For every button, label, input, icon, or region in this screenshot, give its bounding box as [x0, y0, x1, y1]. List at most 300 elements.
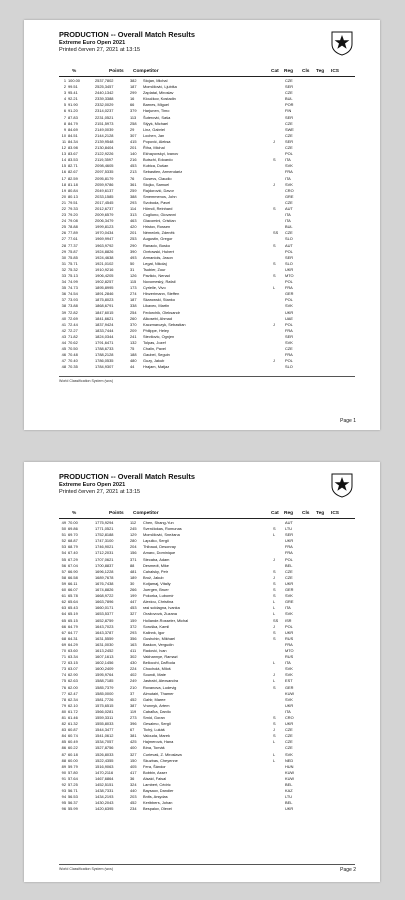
region-cell: POL	[285, 297, 293, 303]
region-cell: FRA	[285, 641, 293, 647]
category-cell: S	[273, 526, 276, 532]
percent-cell: 72.27	[68, 327, 78, 333]
region-cell: CZE	[285, 733, 293, 739]
region-cell: SLO	[285, 260, 293, 266]
competitor-name-cell: Fedorchik, Oleksandr	[143, 309, 180, 315]
competitor-number-cell: 31	[130, 266, 135, 272]
region-cell: ITA	[285, 708, 291, 714]
rank-cell: 20	[61, 193, 66, 199]
rank-cell: 8	[63, 120, 66, 126]
region-cell: UKR	[285, 702, 294, 708]
percent-cell: 79.20	[68, 212, 78, 218]
rank-cell: 6	[63, 108, 66, 114]
rank-cell: 66	[61, 623, 66, 629]
rank-cell: 21	[61, 199, 66, 205]
points-cell: 1771,0521	[95, 526, 114, 532]
rank-cell: 86	[61, 745, 66, 751]
competitor-name-cell: Hörndl, Reinhard	[143, 205, 173, 211]
percent-cell: 62.34	[68, 696, 78, 702]
competitor-number-cell: 430	[130, 660, 137, 666]
points-cell: 1921,0102	[95, 260, 114, 266]
rank-cell: 28	[61, 242, 66, 248]
points-cell: 1712,2031	[95, 550, 114, 556]
rank-cell: 81	[61, 715, 66, 720]
competitor-name-cell: Ekhayovskyi, Ivanov	[143, 151, 179, 157]
rank-cell: 85	[61, 739, 66, 745]
percent-cell: 83.53	[68, 157, 78, 163]
category-cell: S	[273, 629, 276, 635]
rank-cell: 5	[63, 102, 66, 108]
col-header-cat: Cat	[271, 69, 279, 74]
competitor-name-cell: Kubica, Dušan	[143, 163, 169, 169]
competitor-name-cell: Alkosebi, Ahmad	[143, 315, 172, 321]
percent-cell: 79.08	[68, 218, 78, 224]
competitor-name-cell: Alexiou, Christina	[143, 599, 174, 605]
region-cell: CZE	[285, 120, 293, 126]
percent-cell: 63.34	[68, 654, 78, 660]
category-cell: S	[273, 205, 276, 211]
percent-cell: 69.70	[68, 532, 78, 538]
percent-cell: 66.11	[68, 580, 78, 586]
region-cell: POR	[285, 102, 294, 108]
region-cell: BEL	[285, 782, 293, 788]
rank-cell: 25	[61, 224, 66, 230]
region-cell: CZE	[285, 568, 293, 574]
points-cell: 1875,8023	[95, 297, 114, 303]
competitor-number-cell: 338	[130, 303, 137, 309]
category-cell: S	[273, 587, 276, 593]
match-name: Extreme Euro Open 2021	[59, 40, 126, 46]
region-cell: POL	[285, 321, 293, 327]
competitor-name-cell: Novomeský, Rafail	[143, 279, 176, 285]
percent-cell: 70.40	[68, 358, 78, 364]
points-cell: 1924,8826	[95, 248, 114, 254]
competitor-name-cell: Bobbin, Asser	[143, 769, 168, 775]
competitor-number-cell: 187	[130, 84, 137, 90]
rank-cell: 58	[61, 574, 66, 580]
competitor-name-cell: Linz, Gabriel	[143, 126, 165, 132]
points-cell: 1891,2846	[95, 291, 114, 297]
competitor-name-cell: Armaniols, Jason	[143, 254, 173, 260]
category-cell: L	[273, 757, 276, 763]
col-header-ics: ICS	[331, 69, 339, 74]
percent-cell: 80.84	[68, 187, 78, 193]
region-cell: CZE	[285, 727, 293, 733]
competitor-number-cell: 302	[130, 654, 137, 660]
col-header-pct: %	[72, 511, 77, 516]
percent-cell: 84.79	[68, 120, 78, 126]
points-cell: 2332,0029	[95, 102, 114, 108]
rank-cell: 53	[61, 544, 66, 550]
region-cell: MTO	[285, 273, 294, 278]
region-cell: CZE	[285, 78, 293, 83]
points-cell: 1999,8123	[95, 224, 114, 230]
competitor-name-cell: Harjunen, Timo	[143, 108, 170, 114]
competitor-name-cell: Stojan, Michal	[143, 78, 168, 83]
competitor-name-cell: Legat, Nikolaj	[143, 260, 167, 266]
competitor-name-cell: Keribbers, Johan	[143, 800, 173, 806]
rank-cell: 7	[63, 114, 66, 120]
competitor-name-cell: Giacomini, Cristian	[143, 218, 176, 224]
competitor-number-cell: 66	[130, 102, 135, 108]
competitor-number-cell: 126	[130, 273, 137, 278]
rank-cell: 91	[61, 775, 66, 781]
percent-cell: 82.67	[68, 169, 78, 175]
rank-cell: 62	[61, 599, 66, 605]
percent-cell: 79.33	[68, 205, 78, 211]
printed-date: Printed červen 27, 2021 at 13:15	[59, 47, 141, 53]
points-cell: 1752,8188	[95, 532, 114, 538]
competitor-number-cell: 299	[130, 90, 137, 96]
competitor-name-cell: Likavec, Martin	[143, 303, 170, 309]
points-cell: 2130,8404	[95, 145, 114, 151]
percent-cell: 57.80	[68, 769, 78, 775]
competitor-number-cell: 119	[130, 708, 137, 714]
points-cell: 1470,2116	[95, 769, 114, 775]
results-page-2	[24, 462, 380, 882]
competitor-number-cell: 259	[130, 187, 137, 193]
competitor-number-cell: 361	[130, 181, 137, 187]
competitor-name-cell: Hristov, Rossen	[143, 224, 171, 230]
points-cell: 1602,1456	[95, 660, 114, 666]
percent-cell: 74.73	[68, 285, 78, 291]
competitor-name-cell: Guzy, Jakub	[143, 358, 165, 364]
region-cell: SVK	[285, 751, 293, 757]
percent-cell: 75.32	[68, 266, 78, 272]
points-cell: 1824,0344	[95, 333, 114, 339]
rank-cell: 57	[61, 568, 66, 574]
percent-cell: 63.07	[68, 666, 78, 672]
percent-cell: 78.88	[68, 224, 78, 230]
competitor-number-cell: 114	[130, 205, 137, 211]
category-cell: J	[273, 138, 275, 144]
percent-cell: 84.51	[68, 132, 78, 138]
rank-cell: 80	[61, 708, 66, 714]
rank-cell: 90	[61, 769, 66, 775]
table-row	[59, 806, 355, 812]
region-cell: SVK	[285, 163, 293, 169]
competitor-number-cell: 415	[130, 138, 137, 144]
competitor-name-cell: Kaczmarczyk, Sebastian	[143, 321, 186, 327]
percent-cell: 75.87	[68, 248, 78, 254]
competitor-number-cell: 210	[130, 684, 137, 690]
competitor-number-cell: 452	[130, 696, 137, 702]
rank-cell: 92	[61, 782, 66, 788]
competitor-number-cell: 379	[130, 108, 137, 114]
category-cell: L	[273, 660, 276, 666]
region-cell: SVK	[285, 672, 293, 678]
footer-divider	[59, 864, 355, 865]
competitor-name-cell: Hajmerová, Hana	[143, 739, 174, 745]
rank-cell: 95	[61, 800, 66, 806]
rank-cell: 65	[61, 617, 66, 623]
category-cell: J	[273, 358, 275, 364]
region-cell: AUT	[285, 242, 293, 248]
table-header	[59, 510, 355, 519]
percent-cell: 56.37	[68, 800, 78, 806]
competitor-number-cell: 447	[130, 599, 137, 605]
rank-cell: 52	[61, 538, 66, 544]
competitor-number-cell: 30	[130, 580, 135, 586]
competitor-name-cell: Radović, Ivan	[143, 647, 167, 653]
page-number: Page 2	[340, 867, 356, 873]
competitor-number-cell: 452	[130, 800, 137, 806]
rank-cell: 74	[61, 672, 66, 678]
region-cell: CZE	[285, 132, 293, 138]
points-cell: 1676,7438	[95, 580, 114, 586]
table-row	[59, 364, 355, 370]
rank-cell: 88	[61, 757, 66, 763]
region-cell: BEL	[285, 562, 293, 568]
rank-cell: 14	[61, 157, 66, 163]
col-header-points: Points	[109, 69, 124, 74]
rank-cell: 47	[61, 358, 66, 364]
competitor-number-cell: 293	[130, 629, 137, 635]
points-cell: 1895,8995	[95, 285, 114, 291]
rank-cell: 33	[61, 273, 66, 278]
rank-cell: 67	[61, 629, 66, 635]
points-cell: 1970,0434	[95, 230, 114, 236]
percent-cell: 60.74	[68, 733, 78, 739]
percent-cell: 60.18	[68, 751, 78, 757]
competitor-name-cell: Zaplatal, Miroslav	[143, 90, 174, 96]
competitor-number-cell: 390	[130, 248, 137, 254]
rank-cell: 23	[61, 212, 66, 218]
percent-cell: 75.85	[68, 254, 78, 260]
region-cell: NED	[285, 757, 294, 763]
rank-cell: 11	[61, 138, 66, 144]
col-header-cls: Cls	[302, 511, 310, 516]
percent-cell: 74.99	[68, 279, 78, 285]
rank-cell: 32	[61, 266, 66, 272]
category-cell: J	[273, 672, 275, 678]
rank-cell: 87	[61, 751, 66, 757]
points-cell: 1555,8033	[95, 721, 114, 727]
points-cell: 1566,0281	[95, 708, 114, 714]
region-cell: SVK	[285, 340, 293, 346]
percent-cell: 66.58	[68, 574, 78, 580]
competitor-name-cell: Vakhannye, Ramazi	[143, 654, 178, 660]
points-cell: 1837,9424	[95, 321, 114, 327]
points-cell: 1788,6733	[95, 346, 114, 352]
points-cell: 1575,6515	[95, 702, 114, 708]
category-cell: L	[273, 678, 276, 684]
points-cell: 2012,6737	[95, 205, 114, 211]
percent-cell: 83.67	[68, 151, 78, 157]
region-cell: FIN	[285, 108, 292, 114]
category-cell: S	[273, 684, 276, 690]
region-cell: FRA	[285, 550, 293, 556]
col-header-pct: %	[72, 69, 77, 74]
rank-cell: 55	[61, 556, 66, 562]
rank-cell: 48	[61, 364, 66, 370]
rank-cell: 17	[61, 175, 66, 181]
competitor-number-cell: 388	[130, 193, 137, 199]
competitor-name-cell: Stevilovic, Ognjen	[143, 333, 175, 339]
competitor-name-cell: Kloučkov, Kostadin	[143, 96, 176, 102]
competitor-name-cell: Svoboda, Pavel	[143, 199, 171, 205]
competitor-number-cell: 67	[130, 727, 135, 733]
competitor-number-cell: 234	[130, 806, 137, 812]
percent-cell: 66.07	[68, 587, 78, 593]
rank-cell: 73	[61, 666, 66, 672]
region-cell: POL	[285, 151, 293, 157]
rank-cell: 79	[61, 702, 66, 708]
percent-cell: 77.37	[68, 242, 78, 248]
rank-cell: 37	[61, 297, 66, 303]
percent-cell: 60.22	[68, 745, 78, 751]
points-cell: 1707,0621	[95, 556, 114, 562]
region-cell: ITA	[285, 175, 291, 181]
category-cell: J	[273, 181, 275, 187]
points-cell: 1833,7444	[95, 327, 114, 333]
region-cell: POL	[285, 556, 293, 562]
region-cell: SER	[285, 84, 293, 90]
points-cell: 1420,6395	[95, 806, 114, 812]
competitor-name-cell: Gesalmo, Sergii	[143, 721, 171, 727]
rank-cell: 69	[61, 641, 66, 647]
percent-cell: 79.51	[68, 199, 78, 205]
competitor-name-cell: Lambert, Cédric	[143, 782, 171, 788]
percent-cell: 65.64	[68, 599, 78, 605]
competitor-number-cell: 50	[130, 260, 135, 266]
points-cell: 1668,9722	[95, 593, 114, 599]
competitor-number-cell: 189	[130, 574, 137, 580]
region-cell: ITA	[285, 605, 291, 611]
competitor-number-cell: 113	[130, 114, 137, 120]
percent-cell: 56.53	[68, 794, 78, 800]
region-cell: KAZ	[285, 788, 293, 794]
percent-cell: 80.13	[68, 193, 78, 199]
col-header-teg: Teg	[316, 69, 325, 74]
rank-cell: 94	[61, 794, 66, 800]
points-cell: 2139,9548	[95, 138, 114, 144]
percent-cell: 56.71	[68, 788, 78, 794]
competitor-name-cell: Stojko, Samuel	[143, 181, 170, 187]
percent-cell: 73.88	[68, 303, 78, 309]
competitor-name-cell: Smemmenos, John	[143, 193, 177, 199]
category-cell: S	[273, 568, 276, 574]
points-cell: 1434,2193	[95, 794, 114, 800]
competitor-number-cell: 129	[130, 532, 137, 538]
competitor-number-cell: 381	[130, 733, 137, 739]
category-cell: L	[273, 285, 276, 291]
page-header	[59, 473, 319, 496]
rank-cell: 12	[61, 145, 66, 151]
competitor-name-cell: Fera, Šándor	[143, 763, 166, 769]
footer-credit: World Classification System (wcs)	[59, 867, 114, 871]
col-header-points: Points	[109, 511, 124, 516]
rank-cell: 70	[61, 647, 66, 653]
points-cell: 2059,9786	[95, 181, 114, 187]
rank-cell: 30	[61, 254, 66, 260]
region-cell: UAE	[285, 315, 293, 321]
competitor-number-cell: 396	[130, 721, 137, 727]
region-cell: CRO	[285, 715, 294, 720]
rank-cell: 93	[61, 788, 66, 794]
points-cell: 1527,8756	[95, 745, 114, 751]
points-cell: 2339,3388	[95, 96, 114, 102]
points-cell: 2097,5335	[95, 169, 114, 175]
percent-cell: 75.71	[68, 260, 78, 266]
region-cell: CZE	[285, 230, 293, 236]
category-cell: L	[273, 611, 276, 617]
col-header-reg: Reg	[284, 69, 294, 74]
competitor-number-cell: 371	[130, 556, 137, 562]
rank-cell: 61	[61, 593, 66, 599]
percent-cell: 64.77	[68, 629, 78, 635]
category-cell: S	[273, 733, 276, 739]
region-cell: ISR	[285, 617, 292, 623]
region-cell: POL	[285, 248, 293, 254]
percent-cell: 68.87	[68, 538, 78, 544]
region-cell: GER	[285, 684, 294, 690]
rank-cell: 18	[61, 181, 66, 187]
percent-cell: 66.90	[68, 568, 78, 574]
points-cell: 1746,9021	[95, 544, 114, 550]
region-cell: KUW	[285, 690, 295, 696]
points-cell: 1784,9307	[95, 364, 114, 370]
competitor-number-cell: 75	[130, 346, 135, 352]
competitor-number-cell: 204	[130, 544, 137, 550]
competitor-name-cell: Cabaľka, Danilo	[143, 708, 171, 714]
competitor-name-cell: Kotjamaj, Vitaliy	[143, 580, 171, 586]
percent-cell: 92.21	[68, 96, 78, 102]
region-cell: ITA	[285, 218, 291, 224]
competitor-name-cell: Alsaid, Faisal	[143, 775, 167, 781]
region-cell: BUL	[285, 224, 293, 230]
competitor-name-cell: Stecaba, Adam	[143, 556, 170, 562]
competitor-name-cell: Sebastien, Armendariz	[143, 169, 183, 175]
percent-cell: 82.71	[68, 163, 78, 169]
category-cell: S	[273, 260, 276, 266]
points-cell: 1516,9063	[95, 763, 114, 769]
points-cell: 1786,0535	[95, 358, 114, 364]
col-header-reg: Reg	[284, 511, 294, 516]
points-cell: 1585,0000	[95, 690, 114, 696]
category-cell: J	[273, 321, 275, 327]
points-cell: 1868,6791	[95, 303, 114, 309]
competitor-number-cell: 293	[130, 199, 137, 205]
points-cell: 2049,6137	[95, 187, 114, 193]
points-cell: 1438,7331	[95, 788, 114, 794]
competitor-name-cell: Stýyk, Michael	[143, 120, 169, 126]
points-cell: 1696,1228	[95, 568, 114, 574]
category-cell: S	[273, 580, 276, 586]
region-cell: RUS	[285, 654, 294, 660]
competitor-number-cell: 187	[130, 297, 137, 303]
points-cell: 1452,5151	[95, 782, 114, 788]
competitor-name-cell: Tolpas, Jozef	[143, 340, 166, 346]
rank-cell: 34	[61, 279, 66, 285]
star-logo-icon	[330, 30, 354, 56]
competitor-number-cell: 37	[130, 690, 135, 696]
competitor-number-cell: 266	[130, 587, 137, 593]
region-cell: CZE	[285, 145, 293, 151]
competitor-number-cell: 253	[130, 236, 137, 242]
competitor-name-cell: Thibaud, Desonray	[143, 544, 176, 550]
percent-cell: 83.98	[68, 145, 78, 151]
page-header	[59, 31, 319, 54]
points-cell: 1522,4355	[95, 757, 114, 763]
rank-cell: 19	[61, 187, 66, 193]
rank-cell: 3	[63, 90, 66, 96]
competitor-name-cell: Momčilović, Snežana	[143, 532, 180, 538]
region-cell: SVK	[285, 611, 293, 617]
table-header	[59, 68, 355, 77]
region-cell: GRE	[285, 193, 294, 199]
competitor-number-cell: 356	[130, 635, 137, 641]
